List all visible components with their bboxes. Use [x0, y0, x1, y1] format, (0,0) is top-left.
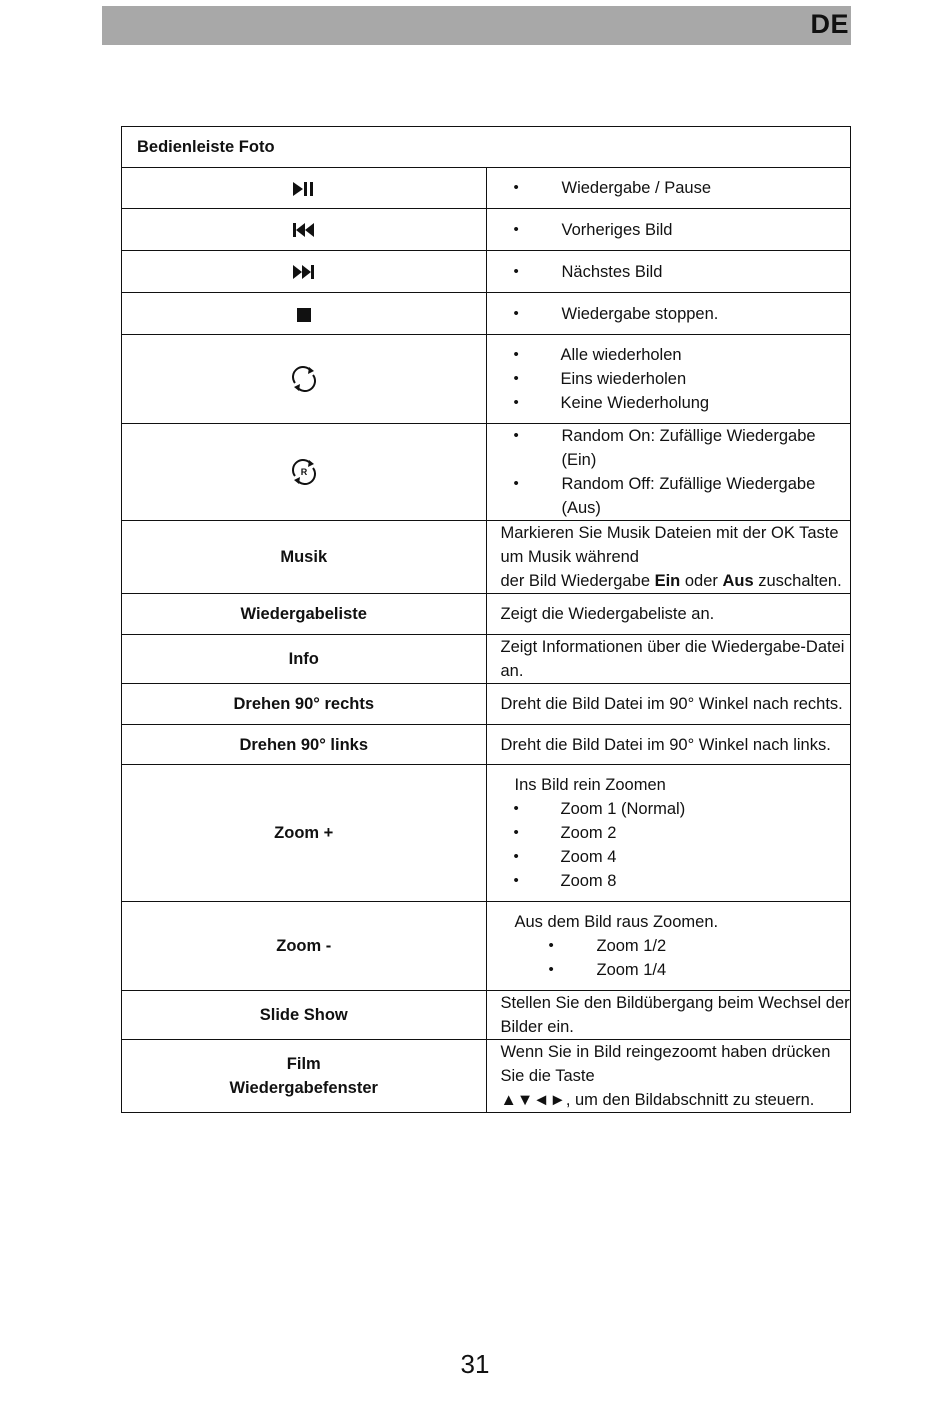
list-item: • Zoom 1/4 — [501, 958, 851, 982]
row-label: Drehen 90° rechts — [122, 684, 487, 725]
list-item: • Nächstes Bild — [501, 260, 851, 284]
row-label: Film — [286, 1055, 321, 1073]
table-row — [122, 424, 851, 521]
list-item: • Eins wiederholen — [501, 367, 851, 391]
row-label: Zoom - — [122, 902, 487, 991]
musik-description-line1: Markieren Sie Musik Dateien mit der OK Taste um Musik während — [500, 524, 839, 566]
musik-description-line2: der Bild Wiedergabe Ein oder Aus zuschalten. — [500, 572, 842, 590]
random-icon-letter: R — [300, 467, 307, 477]
list-item: • Keine Wiederholung — [501, 391, 851, 415]
row-description: Dreht die Bild Datei im 90° Winkel nach rechts. — [486, 684, 851, 725]
photo-control-table — [121, 126, 851, 1113]
film-description-line2: ▲▼◄►, um den Bildabschnitt zu steuern. — [500, 1091, 815, 1109]
row-label: Wiedergabefenster — [229, 1079, 378, 1097]
header-bar — [102, 6, 851, 45]
table-row — [122, 765, 851, 902]
table-row — [122, 594, 851, 635]
list-item: • Zoom 4 — [501, 845, 851, 869]
random-icon — [287, 455, 321, 489]
table-row — [122, 293, 851, 335]
play-pause-icon — [291, 180, 317, 198]
list-item: • Random On: Zufällige Wiedergabe (Ein) — [501, 424, 851, 472]
stop-icon — [295, 305, 313, 323]
table-row — [122, 521, 851, 594]
list-item: • Zoom 1 (Normal) — [501, 797, 851, 821]
previous-icon — [291, 221, 317, 239]
row-label: Drehen 90° links — [122, 725, 487, 765]
table-row — [122, 684, 851, 725]
table-row — [122, 209, 851, 251]
table-title: Bedienleiste Foto — [122, 127, 851, 168]
list-item: • Wiedergabe / Pause — [501, 176, 851, 200]
row-description: Zeigt die Wiedergabeliste an. — [486, 594, 851, 635]
row-label: Zoom + — [122, 765, 487, 902]
table-row — [122, 902, 851, 991]
list-item: • Alle wiederholen — [501, 343, 851, 367]
row-label: Info — [122, 635, 487, 684]
film-description-line1: Wenn Sie in Bild reingezoomt haben drücken Sie die Taste — [500, 1043, 831, 1085]
row-label: Wiedergabeliste — [122, 594, 487, 635]
list-item: • Zoom 1/2 — [501, 934, 851, 958]
page-number: 31 — [460, 1349, 490, 1379]
row-label: Musik — [122, 521, 487, 594]
zoom-plus-intro: Ins Bild rein Zoomen — [514, 776, 666, 794]
zoom-minus-intro: Aus dem Bild raus Zoomen. — [514, 913, 719, 931]
list-item: • Wiedergabe stoppen. — [501, 302, 851, 326]
table-row — [122, 1040, 851, 1113]
table-row — [122, 991, 851, 1040]
list-item: • Zoom 8 — [501, 869, 851, 893]
table-row — [122, 168, 851, 209]
row-description: Dreht die Bild Datei im 90° Winkel nach links. — [486, 725, 851, 765]
row-description: Stellen Sie den Bildübergang beim Wechsel der Bilder ein. — [486, 991, 851, 1040]
table-row — [122, 251, 851, 293]
table-row — [122, 635, 851, 684]
next-icon — [291, 263, 317, 281]
row-description: Zeigt Informationen über die Wiedergabe-Datei an. — [486, 635, 851, 684]
language-label: DE — [810, 9, 849, 39]
list-item: • Zoom 2 — [501, 821, 851, 845]
table-title-row — [122, 127, 851, 168]
list-item: • Vorheriges Bild — [501, 218, 851, 242]
repeat-icon — [287, 362, 321, 396]
table-row — [122, 725, 851, 765]
row-label: Slide Show — [122, 991, 487, 1040]
table-row — [122, 335, 851, 424]
list-item: • Random Off: Zufällige Wiedergabe (Aus) — [501, 472, 851, 520]
